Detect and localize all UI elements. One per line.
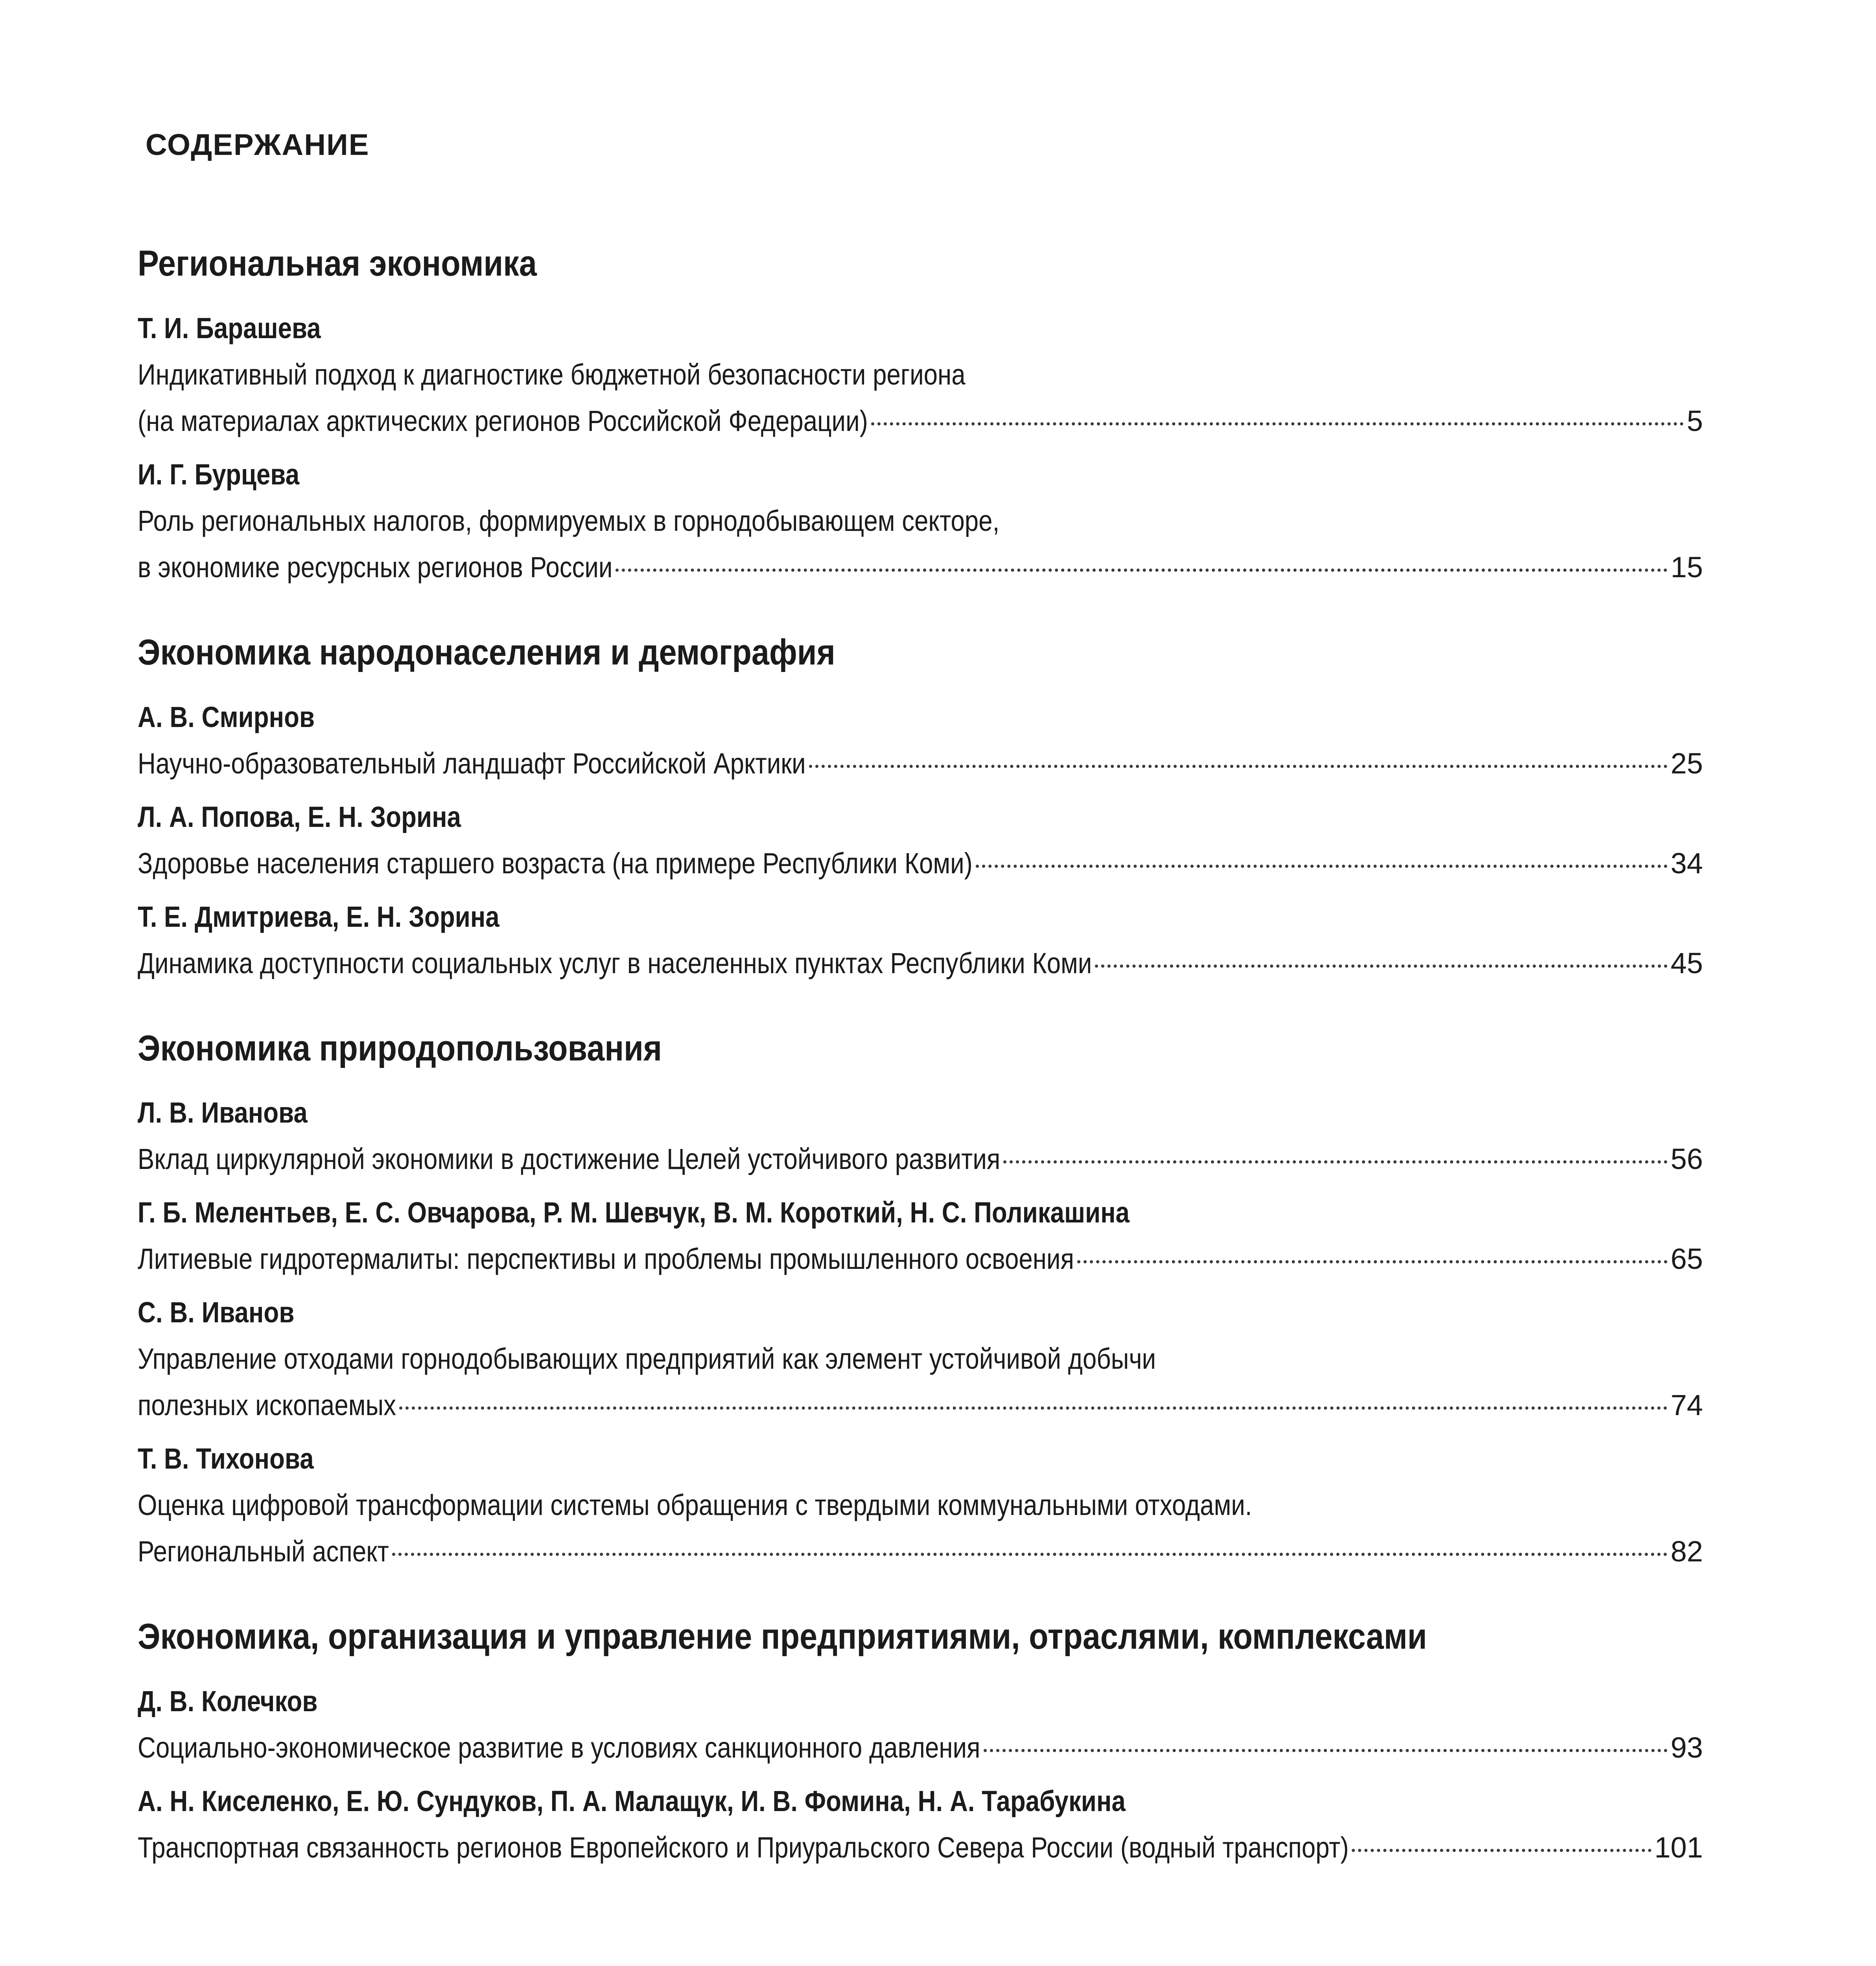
toc-entry[interactable] xyxy=(138,1090,1703,1182)
entry-final-line xyxy=(138,1824,1703,1871)
entry-authors: Г. Б. Мелентьев, Е. С. Овчарова, Р. М. Шевчук, В. М. Короткий, Н. С. Поликашина xyxy=(138,1196,1130,1229)
toc-page xyxy=(138,0,1703,1966)
toc-section xyxy=(138,1616,1703,1871)
toc-entry[interactable] xyxy=(138,694,1703,787)
toc-section xyxy=(138,632,1703,987)
section-title: Экономика природопользования xyxy=(138,1028,662,1068)
entry-final-line xyxy=(138,840,1703,887)
entry-authors: И. Г. Бурцева xyxy=(138,458,300,491)
toc-section xyxy=(138,243,1703,591)
entry-title-text: Литиевые гидротермалиты: перспективы и проблемы промышленного освоения xyxy=(138,1243,1074,1276)
entry-title-text: Научно-образовательный ландшафт Российской Арктики xyxy=(138,747,806,780)
entry-title-text: в экономике ресурсных регионов России xyxy=(138,550,613,584)
entry-final-line xyxy=(138,398,1703,444)
entry-authors: А. В. Смирнов xyxy=(138,700,315,733)
entry-authors: А. Н. Киселенко, Е. Ю. Сундуков, П. А. Малащук, И. В. Фомина, Н. А. Тарабукина xyxy=(138,1785,1126,1818)
entry-title-text: полезных ископаемых xyxy=(138,1389,396,1422)
toc-section xyxy=(138,1028,1703,1575)
dot-leader xyxy=(1352,1849,1651,1852)
page-number: 34 xyxy=(1670,847,1703,880)
entry-final-line xyxy=(138,1382,1703,1428)
entry-authors: Л. В. Иванова xyxy=(138,1096,308,1129)
entry-title-text: Индикативный подход к диагностике бюджетной безопасности региона xyxy=(138,358,966,391)
toc-entry[interactable] xyxy=(138,794,1703,887)
entry-authors: Д. В. Колечков xyxy=(138,1685,318,1718)
page-number: 82 xyxy=(1670,1535,1703,1568)
entry-title-text: Роль региональных налогов, формируемых в горнодобывающем секторе, xyxy=(138,504,1000,537)
entry-title-text: Региональный аспект xyxy=(138,1535,389,1568)
entry-final-line xyxy=(138,940,1703,987)
toc-entry[interactable] xyxy=(138,1289,1703,1428)
entry-title-text: Вклад циркулярной экономики в достижение Целей устойчивого развития xyxy=(138,1143,1001,1176)
entry-authors: Т. В. Тихонова xyxy=(138,1442,314,1475)
toc-entry[interactable] xyxy=(138,894,1703,987)
entry-authors: Л. А. Попова, Е. Н. Зорина xyxy=(138,800,461,833)
dot-leader xyxy=(392,1553,1668,1556)
page-number: 25 xyxy=(1670,747,1703,780)
entry-final-line xyxy=(138,740,1703,787)
dot-leader xyxy=(1095,965,1667,968)
dot-leader xyxy=(1003,1160,1667,1163)
page-number: 74 xyxy=(1670,1389,1703,1422)
entry-title-line xyxy=(138,498,1703,544)
entry-final-line xyxy=(138,544,1703,591)
page-number: 93 xyxy=(1670,1731,1703,1764)
entry-title-line xyxy=(138,1336,1703,1382)
entry-title-text: (на материалах арктических регионов Российской Федерации) xyxy=(138,404,868,437)
entry-final-line xyxy=(138,1136,1703,1182)
page-number: 101 xyxy=(1654,1831,1703,1864)
entry-title-line xyxy=(138,352,1703,398)
toc-entry[interactable] xyxy=(138,1678,1703,1771)
page-number: 5 xyxy=(1686,404,1703,437)
section-title: Региональная экономика xyxy=(138,243,537,283)
page-number: 45 xyxy=(1670,946,1703,979)
toc-entry[interactable] xyxy=(138,305,1703,444)
page-number: 15 xyxy=(1670,550,1703,584)
dot-leader xyxy=(809,765,1668,768)
dot-leader xyxy=(871,422,1684,425)
entry-title-text: Управление отходами горнодобывающих предприятий как элемент устойчивой добычи xyxy=(138,1342,1156,1375)
entry-title-text: Социально-экономическое развитие в условиях санкционного давления xyxy=(138,1731,980,1764)
entry-title-line xyxy=(138,1482,1703,1528)
entry-title-text: Транспортная связанность регионов Европейского и Приуральского Севера России (водный транспорт) xyxy=(138,1831,1349,1864)
entry-authors: Т. И. Барашева xyxy=(138,311,321,344)
toc-entry[interactable] xyxy=(138,451,1703,591)
contents-heading: СОДЕРЖАНИЕ xyxy=(146,128,370,162)
dot-leader xyxy=(616,569,1667,572)
dot-leader xyxy=(1077,1260,1668,1263)
entry-final-line xyxy=(138,1725,1703,1771)
entry-authors: Т. Е. Дмитриева, Е. Н. Зорина xyxy=(138,900,499,933)
dot-leader xyxy=(399,1406,1668,1410)
section-title: Экономика, организация и управление предприятиями, отраслями, комплексами xyxy=(138,1616,1427,1657)
toc-entry[interactable] xyxy=(138,1436,1703,1575)
dot-leader xyxy=(984,1749,1668,1752)
dot-leader xyxy=(976,865,1668,868)
table-of-contents xyxy=(138,243,1703,1912)
entry-title-text: Динамика доступности социальных услуг в населенных пунктах Республики Коми xyxy=(138,946,1092,979)
toc-entry[interactable] xyxy=(138,1778,1703,1871)
section-title: Экономика народонаселения и демография xyxy=(138,632,835,672)
entry-final-line xyxy=(138,1236,1703,1282)
entry-final-line xyxy=(138,1528,1703,1575)
page-number: 56 xyxy=(1670,1143,1703,1176)
entry-authors: С. В. Иванов xyxy=(138,1296,295,1329)
toc-entry[interactable] xyxy=(138,1189,1703,1282)
entry-title-text: Оценка цифровой трансформации системы обращения с твердыми коммунальными отходами. xyxy=(138,1489,1252,1522)
page-number: 65 xyxy=(1670,1243,1703,1276)
entry-title-text: Здоровье населения старшего возраста (на примере Республики Коми) xyxy=(138,847,973,880)
